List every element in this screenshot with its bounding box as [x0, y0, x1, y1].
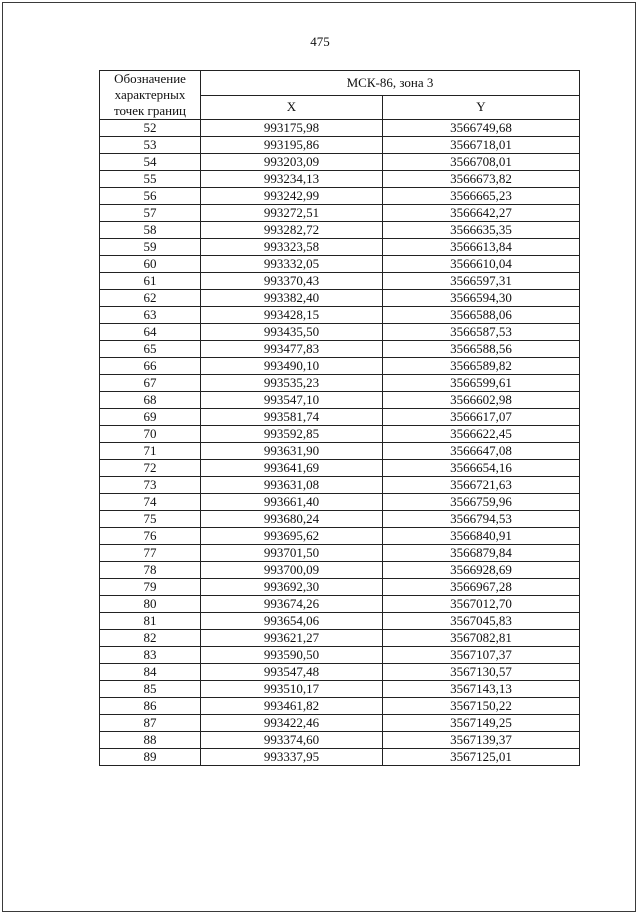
- x-coordinate-cell: 993590,50: [201, 647, 383, 664]
- table-row: [100, 358, 580, 375]
- table-row: [100, 511, 580, 528]
- y-coordinate-cell: 3566622,45: [383, 426, 580, 443]
- point-number-cell: 58: [100, 222, 201, 239]
- y-coordinate-cell: 3566587,53: [383, 324, 580, 341]
- x-coordinate-cell: 993477,83: [201, 341, 383, 358]
- x-coordinate-cell: 993631,08: [201, 477, 383, 494]
- table-row: [100, 443, 580, 460]
- point-number-cell: 68: [100, 392, 201, 409]
- point-number-cell: 54: [100, 154, 201, 171]
- y-coordinate-cell: 3566840,91: [383, 528, 580, 545]
- y-coordinate-cell: 3566610,04: [383, 256, 580, 273]
- x-coordinate-cell: 993370,43: [201, 273, 383, 290]
- table-row: [100, 664, 580, 681]
- point-number-cell: 81: [100, 613, 201, 630]
- point-number-cell: 76: [100, 528, 201, 545]
- x-coordinate-cell: 993175,98: [201, 120, 383, 137]
- point-number-cell: 65: [100, 341, 201, 358]
- point-number-cell: 83: [100, 647, 201, 664]
- x-coordinate-cell: 993242,99: [201, 188, 383, 205]
- y-coordinate-cell: 3566673,82: [383, 171, 580, 188]
- point-number-cell: 72: [100, 460, 201, 477]
- x-coordinate-cell: 993323,58: [201, 239, 383, 256]
- point-number-cell: 57: [100, 205, 201, 222]
- point-number-cell: 84: [100, 664, 201, 681]
- y-coordinate-cell: 3566599,61: [383, 375, 580, 392]
- point-number-cell: 71: [100, 443, 201, 460]
- x-coordinate-cell: 993621,27: [201, 630, 383, 647]
- point-number-cell: 80: [100, 596, 201, 613]
- y-coordinate-cell: 3567149,25: [383, 715, 580, 732]
- y-coordinate-cell: 3567012,70: [383, 596, 580, 613]
- y-coordinate-cell: 3567045,83: [383, 613, 580, 630]
- x-coordinate-cell: 993631,90: [201, 443, 383, 460]
- table-row: [100, 749, 580, 766]
- y-coordinate-cell: 3567107,37: [383, 647, 580, 664]
- point-number-cell: 89: [100, 749, 201, 766]
- x-coordinate-cell: 993374,60: [201, 732, 383, 749]
- table-row: [100, 171, 580, 188]
- y-coordinate-cell: 3567082,81: [383, 630, 580, 647]
- x-column-header: X: [201, 95, 383, 120]
- table-row: [100, 222, 580, 239]
- x-coordinate-cell: 993700,09: [201, 562, 383, 579]
- table-row: [100, 681, 580, 698]
- point-number-cell: 73: [100, 477, 201, 494]
- table-row: [100, 205, 580, 222]
- y-coordinate-cell: 3566635,35: [383, 222, 580, 239]
- table-row: [100, 290, 580, 307]
- x-coordinate-cell: 993701,50: [201, 545, 383, 562]
- y-coordinate-cell: 3566708,01: [383, 154, 580, 171]
- table-row: [100, 647, 580, 664]
- y-coordinate-cell: 3566879,84: [383, 545, 580, 562]
- point-label-header: Обозначение характерных точек границ: [100, 71, 201, 120]
- x-coordinate-cell: 993461,82: [201, 698, 383, 715]
- x-coordinate-cell: 993490,10: [201, 358, 383, 375]
- point-number-cell: 62: [100, 290, 201, 307]
- table-row: [100, 324, 580, 341]
- table-row: [100, 426, 580, 443]
- point-number-cell: 69: [100, 409, 201, 426]
- x-coordinate-cell: 993592,85: [201, 426, 383, 443]
- y-coordinate-cell: 3566588,56: [383, 341, 580, 358]
- x-coordinate-cell: 993641,69: [201, 460, 383, 477]
- y-coordinate-cell: 3566654,16: [383, 460, 580, 477]
- page-number: 475: [310, 34, 330, 49]
- table-row: [100, 630, 580, 647]
- point-number-cell: 85: [100, 681, 201, 698]
- point-number-cell: 67: [100, 375, 201, 392]
- x-coordinate-cell: 993332,05: [201, 256, 383, 273]
- table-row: [100, 545, 580, 562]
- point-number-cell: 75: [100, 511, 201, 528]
- y-coordinate-cell: 3566718,01: [383, 137, 580, 154]
- table-row: [100, 341, 580, 358]
- table-row: [100, 409, 580, 426]
- point-number-cell: 74: [100, 494, 201, 511]
- x-coordinate-cell: 993428,15: [201, 307, 383, 324]
- point-number-cell: 78: [100, 562, 201, 579]
- point-number-cell: 82: [100, 630, 201, 647]
- y-coordinate-cell: 3566588,06: [383, 307, 580, 324]
- table-row: [100, 375, 580, 392]
- x-coordinate-cell: 993581,74: [201, 409, 383, 426]
- table-row: [100, 392, 580, 409]
- table-row: [100, 528, 580, 545]
- table-row: [100, 137, 580, 154]
- y-coordinate-cell: 3566647,08: [383, 443, 580, 460]
- table-row: [100, 239, 580, 256]
- x-coordinate-cell: 993695,62: [201, 528, 383, 545]
- x-coordinate-cell: 993692,30: [201, 579, 383, 596]
- y-coordinate-cell: 3566597,31: [383, 273, 580, 290]
- point-number-cell: 87: [100, 715, 201, 732]
- table-row: [100, 256, 580, 273]
- point-number-cell: 53: [100, 137, 201, 154]
- point-number-cell: 79: [100, 579, 201, 596]
- x-coordinate-cell: 993535,23: [201, 375, 383, 392]
- table-row: [100, 188, 580, 205]
- table-row: [100, 579, 580, 596]
- point-number-cell: 63: [100, 307, 201, 324]
- x-coordinate-cell: 993422,46: [201, 715, 383, 732]
- x-coordinate-cell: 993674,26: [201, 596, 383, 613]
- y-coordinate-cell: 3566602,98: [383, 392, 580, 409]
- y-coordinate-cell: 3567130,57: [383, 664, 580, 681]
- table-row: [100, 307, 580, 324]
- table-row: [100, 120, 580, 137]
- table-row: [100, 613, 580, 630]
- y-column-header: Y: [383, 95, 580, 120]
- x-coordinate-cell: 993203,09: [201, 154, 383, 171]
- x-coordinate-cell: 993547,48: [201, 664, 383, 681]
- x-coordinate-cell: 993195,86: [201, 137, 383, 154]
- x-coordinate-cell: 993510,17: [201, 681, 383, 698]
- point-number-cell: 61: [100, 273, 201, 290]
- point-number-cell: 52: [100, 120, 201, 137]
- y-coordinate-cell: 3567139,37: [383, 732, 580, 749]
- table-row: [100, 460, 580, 477]
- table-row: [100, 732, 580, 749]
- x-coordinate-cell: 993282,72: [201, 222, 383, 239]
- table-row: [100, 596, 580, 613]
- point-number-cell: 59: [100, 239, 201, 256]
- point-number-cell: 56: [100, 188, 201, 205]
- y-coordinate-cell: 3566642,27: [383, 205, 580, 222]
- table-row: [100, 698, 580, 715]
- y-coordinate-cell: 3566749,68: [383, 120, 580, 137]
- x-coordinate-cell: 993272,51: [201, 205, 383, 222]
- table-row: [100, 273, 580, 290]
- point-number-cell: 66: [100, 358, 201, 375]
- coordinates-body: [100, 120, 580, 766]
- y-coordinate-cell: 3566794,53: [383, 511, 580, 528]
- y-coordinate-cell: 3566594,30: [383, 290, 580, 307]
- x-coordinate-cell: 993337,95: [201, 749, 383, 766]
- x-coordinate-cell: 993382,40: [201, 290, 383, 307]
- y-coordinate-cell: 3566665,23: [383, 188, 580, 205]
- x-coordinate-cell: 993435,50: [201, 324, 383, 341]
- point-number-cell: 60: [100, 256, 201, 273]
- table-row: [100, 715, 580, 732]
- y-coordinate-cell: 3567150,22: [383, 698, 580, 715]
- point-number-cell: 70: [100, 426, 201, 443]
- x-coordinate-cell: 993661,40: [201, 494, 383, 511]
- x-coordinate-cell: 993680,24: [201, 511, 383, 528]
- table-row: [100, 494, 580, 511]
- y-coordinate-cell: 3567125,01: [383, 749, 580, 766]
- x-coordinate-cell: 993547,10: [201, 392, 383, 409]
- y-coordinate-cell: 3566617,07: [383, 409, 580, 426]
- point-number-cell: 64: [100, 324, 201, 341]
- point-number-cell: 55: [100, 171, 201, 188]
- coordinates-table: [99, 70, 580, 766]
- y-coordinate-cell: 3567143,13: [383, 681, 580, 698]
- point-number-cell: 77: [100, 545, 201, 562]
- coordinate-system-header: МСК-86, зона 3: [201, 71, 580, 96]
- y-coordinate-cell: 3566589,82: [383, 358, 580, 375]
- point-number-cell: 88: [100, 732, 201, 749]
- x-coordinate-cell: 993234,13: [201, 171, 383, 188]
- point-number-cell: 86: [100, 698, 201, 715]
- table-row: [100, 562, 580, 579]
- table-row: [100, 154, 580, 171]
- y-coordinate-cell: 3566759,96: [383, 494, 580, 511]
- y-coordinate-cell: 3566967,28: [383, 579, 580, 596]
- y-coordinate-cell: 3566721,63: [383, 477, 580, 494]
- y-coordinate-cell: 3566928,69: [383, 562, 580, 579]
- y-coordinate-cell: 3566613,84: [383, 239, 580, 256]
- x-coordinate-cell: 993654,06: [201, 613, 383, 630]
- table-row: [100, 477, 580, 494]
